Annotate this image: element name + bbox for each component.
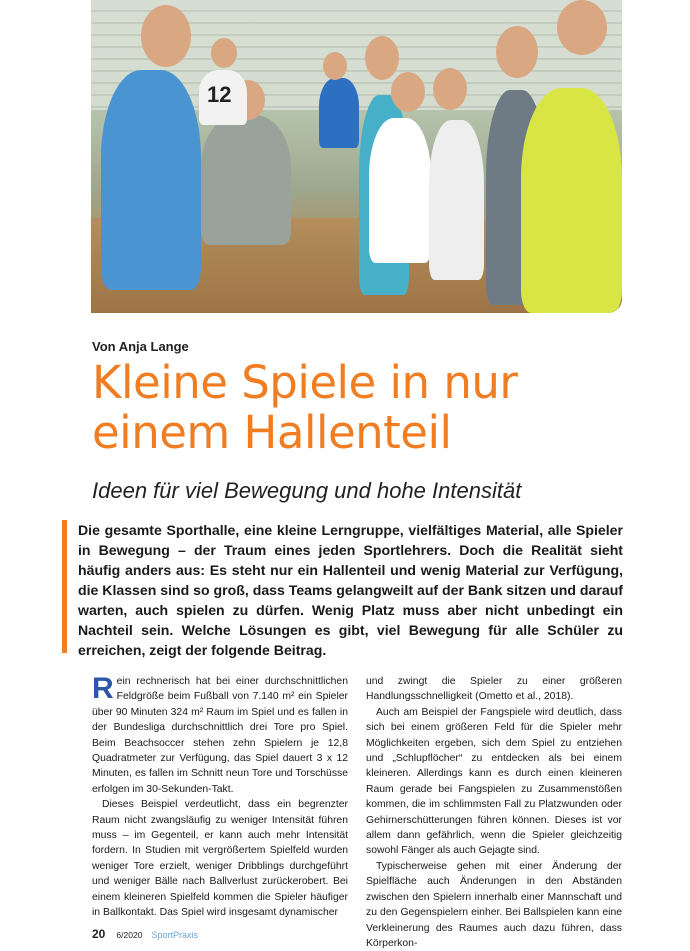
page-number: 20: [92, 927, 106, 941]
body-paragraph: Auch am Beispiel der Fangspiele wird deutlich, dass sich bei einem größeren Feld für die Spieler mehr Möglichkeiten ergeben, sich dem Spiel zu entziehen und „Schlupflöcher“ zu entdecken als bei einem kleineren. Allerdings kann es durch einen kleineren Raum gerade bei Fangspielen zu Zusammenstößen kommen, die im schlimmsten Fall zu Platzwunden oder Gehirnerschütterungen führen können. Dieses ist vor allem dann gefährlich, wenn die Spieler gleichzeitig sowohl Fänger als auch Gejagte sind.: [366, 706, 622, 857]
magazine-name: SportPraxis: [151, 930, 199, 940]
page-footer: [92, 927, 198, 941]
photo-player-head: [433, 68, 467, 110]
body-paragraph: und zwingt die Spieler zu einer größeren Handlungsschnelligkeit (Ometto et al., 2018).: [366, 676, 622, 703]
body-column-1: [92, 674, 348, 921]
photo-player: [521, 88, 622, 313]
body-paragraph: [92, 674, 348, 797]
photo-player: [429, 120, 484, 280]
photo-player-head: [496, 26, 538, 78]
body-text: ein rechnerisch hat bei einer durchschnittlichen Feldgröße beim Fußball von 7.140 m² ein Spieler über 90 Minuten 324 m² Raum im Spiel und es fallen in der Bundesliga durchschnittlich drei Tore pro Spiel. Beim Beachsoccer stehen zehn Spielern je 12,8 Quadratmeter zur Verfügung, das Spiel dauert 3 x 12 Minuten, es fallen im Schnitt neun Tore und Torschüsse erfolgen im 30-Sekunden-Takt.: [92, 676, 348, 795]
photo-player: [369, 118, 431, 263]
title-line-1: Kleine Spiele in nur: [92, 356, 518, 409]
drop-cap: R: [92, 672, 114, 705]
photo-player-head: [391, 72, 425, 112]
issue-label: 6/2020: [116, 930, 143, 940]
photo-player-head: [557, 0, 607, 55]
body-paragraph: Dieses Beispiel verdeutlicht, dass ein begrenzter Raum nicht zwangsläufig zu weniger Intensität führen muss – im Gegenteil, er kann auch mehr Intensität fordern. In Studien mit vergrößertem Spielfeld wurden weniger Tore erzielt, weniger Dribblings durchgeführt und weniger Bälle nach Ballverlust zurückerobert. Bei einem kleineren Spielfeld kommen die Spieler häufiger in Ballkontakt. Das Spiel wird insgesamt dynamischer: [92, 799, 348, 919]
author-byline: Von Anja Lange: [92, 339, 189, 354]
photo-jersey-number: 12: [207, 82, 232, 107]
photo-player-head: [365, 36, 399, 80]
photo-player: [201, 115, 291, 245]
lead-accent-bar: [62, 520, 67, 653]
body-column-2: [366, 674, 622, 951]
photo-player: [319, 78, 359, 148]
article-photo: [91, 0, 622, 313]
article-subtitle: Ideen für viel Bewegung und hohe Intensität: [92, 478, 522, 503]
body-paragraph: Typischerweise gehen mit einer Änderung der Spielfläche auch Änderungen in den Abständen zwischen den Spielern innerhalb einer Mannschaft und zu den Gegenspielern einher. Bei Ballspielen kann eine Verkleinerung des Raumes auch dazu führen, dass Körperkon-: [366, 860, 622, 949]
article-title: [92, 358, 652, 458]
photo-player-head: [211, 38, 237, 68]
photo-player: [101, 70, 201, 290]
photo-player-head: [141, 5, 191, 67]
lead-paragraph: Die gesamte Sporthalle, eine kleine Lerngruppe, vielfältiges Material, alle Spieler in Bewegung – der Traum eines jeden Sportlehrers. Doch die Realität sieht häufig anders aus: Es steht nur ein Hallenteil und wenig Material zur Verfügung, die Klassen sind so groß, dass Teams gelangweilt auf der Bank sitzen und darauf warten, auch spielen zu dürfen. Wenig Platz muss aber nicht unbedingt ein Nachteil sein. Welche Lösungen es gibt, viel Bewegung für alle Schüler zu erreichen, zeigt der folgende Beitrag.: [78, 522, 623, 658]
title-line-2: einem Hallenteil: [92, 406, 452, 459]
photo-player-head: [323, 52, 347, 80]
